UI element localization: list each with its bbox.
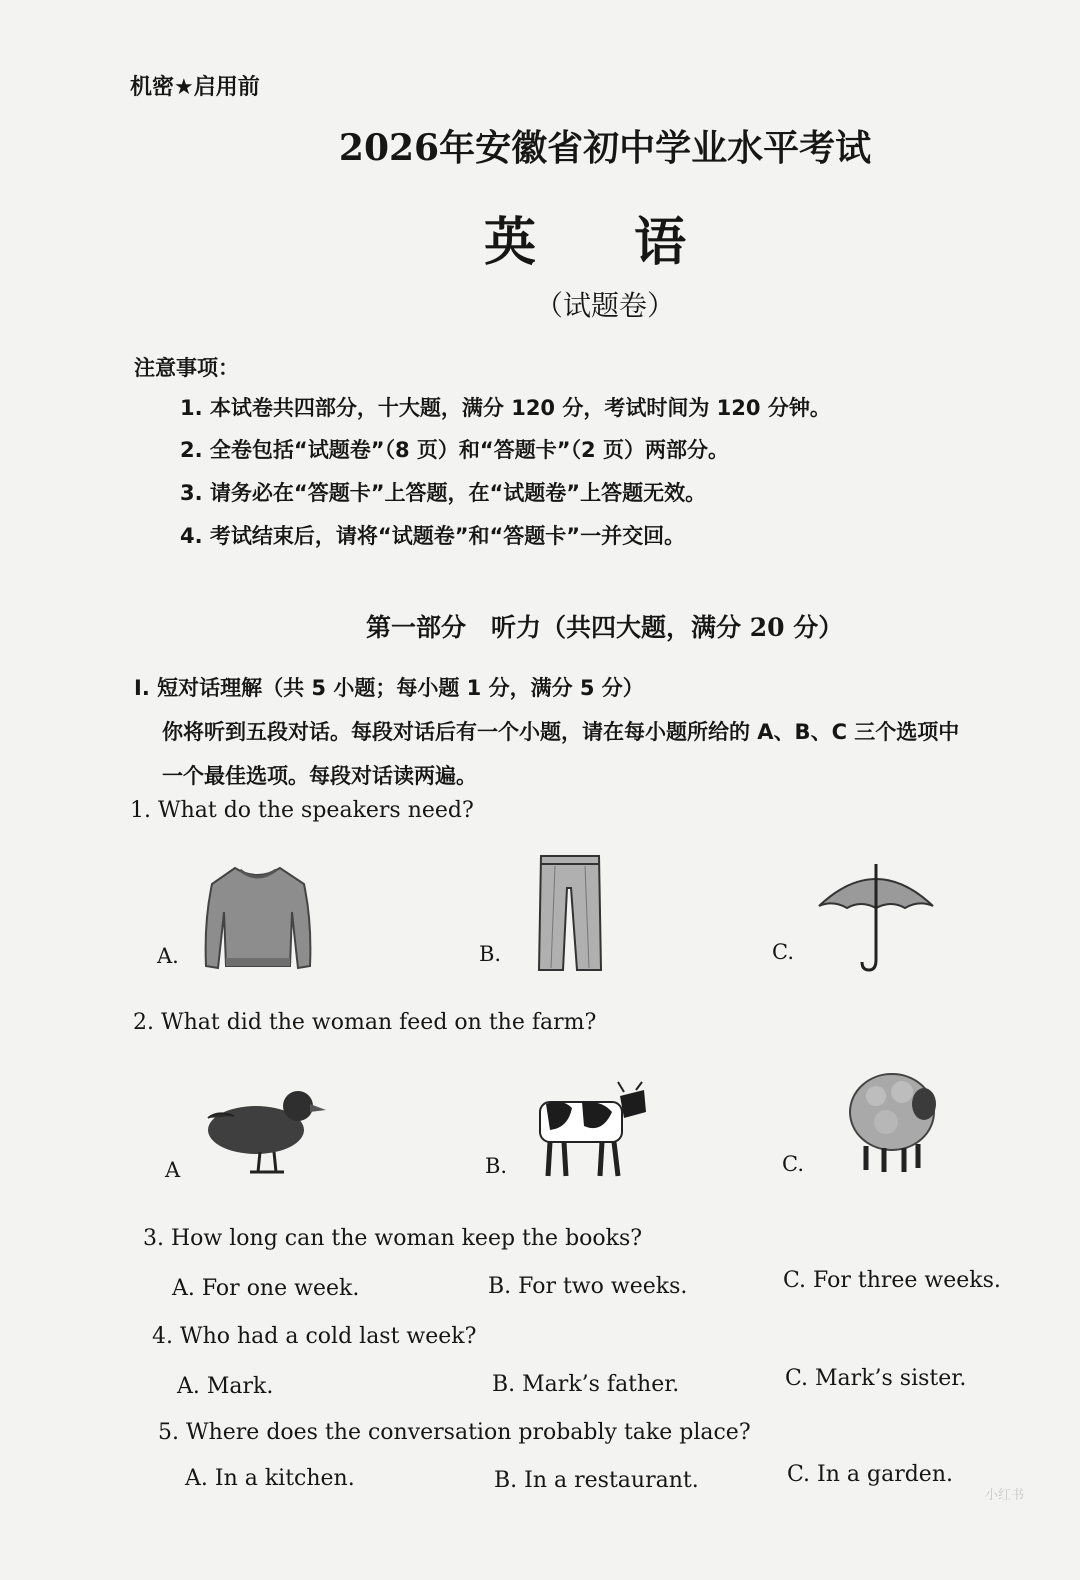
note-item: 1. 本试卷共四部分，十大题，满分 120 分，考试时间为 120 分钟。 (180, 396, 831, 420)
paper-type: （试题卷） (534, 289, 675, 322)
sheep-icon (846, 1066, 940, 1174)
note-item: 3. 请务必在“答题卡”上答题，在“试题卷”上答题无效。 (180, 481, 707, 505)
cow-icon (532, 1078, 650, 1180)
trousers-icon (535, 852, 605, 974)
subject-title: 英 语 (483, 212, 727, 273)
option-label-c: C. (772, 940, 794, 964)
option-c: C. For three weeks. (783, 1268, 1001, 1293)
option-b: B. For two weeks. (488, 1274, 688, 1299)
option-label-a: A (165, 1158, 181, 1182)
option-label-b: B. (479, 942, 502, 966)
option-a: A. In a kitchen. (185, 1466, 355, 1491)
section-one-title: I. 短对话理解（共 5 小题；每小题 1 分，满分 5 分） (134, 676, 644, 700)
question-4: 4. Who had a cold last week? (152, 1324, 477, 1349)
section-instruction: 一个最佳选项。每段对话读两遍。 (162, 764, 477, 788)
question-3: 3. How long can the woman keep the books? (143, 1226, 643, 1251)
exam-title: 2026年安徽省初中学业水平考试 (338, 127, 872, 169)
note-item: 2. 全卷包括“试题卷”（8 页）和“答题卡”（2 页）两部分。 (180, 438, 729, 462)
section-instruction: 你将听到五段对话。每段对话后有一个小题，请在每小题所给的 A、B、C 三个选项中 (162, 720, 960, 744)
sweater-icon (200, 862, 315, 974)
note-item: 4. 考试结束后，请将“试题卷”和“答题卡”一并交回。 (180, 524, 686, 548)
option-label-b: B. (485, 1154, 508, 1178)
question-1: 1. What do the speakers need? (130, 798, 474, 823)
part-one-title: 第一部分 听力（共四大题，满分 20 分） (366, 613, 844, 642)
watermark: 小红书 (985, 1488, 1025, 1503)
duck-icon (204, 1080, 328, 1176)
confidential-label: 机密★启用前 (130, 75, 260, 100)
option-c: C. In a garden. (787, 1462, 953, 1487)
option-label-a: A. (157, 944, 179, 968)
option-a: A. For one week. (172, 1276, 360, 1301)
option-b: B. In a restaurant. (494, 1468, 699, 1493)
question-2: 2. What did the woman feed on the farm? (133, 1010, 597, 1035)
option-b: B. Mark’s father. (492, 1372, 680, 1397)
option-c: C. Mark’s sister. (785, 1366, 967, 1391)
umbrella-icon (815, 862, 937, 974)
option-a: A. Mark. (177, 1374, 274, 1399)
question-5: 5. Where does the conversation probably take place? (158, 1420, 751, 1445)
notes-heading: 注意事项： (134, 356, 239, 380)
option-label-c: C. (782, 1152, 804, 1176)
